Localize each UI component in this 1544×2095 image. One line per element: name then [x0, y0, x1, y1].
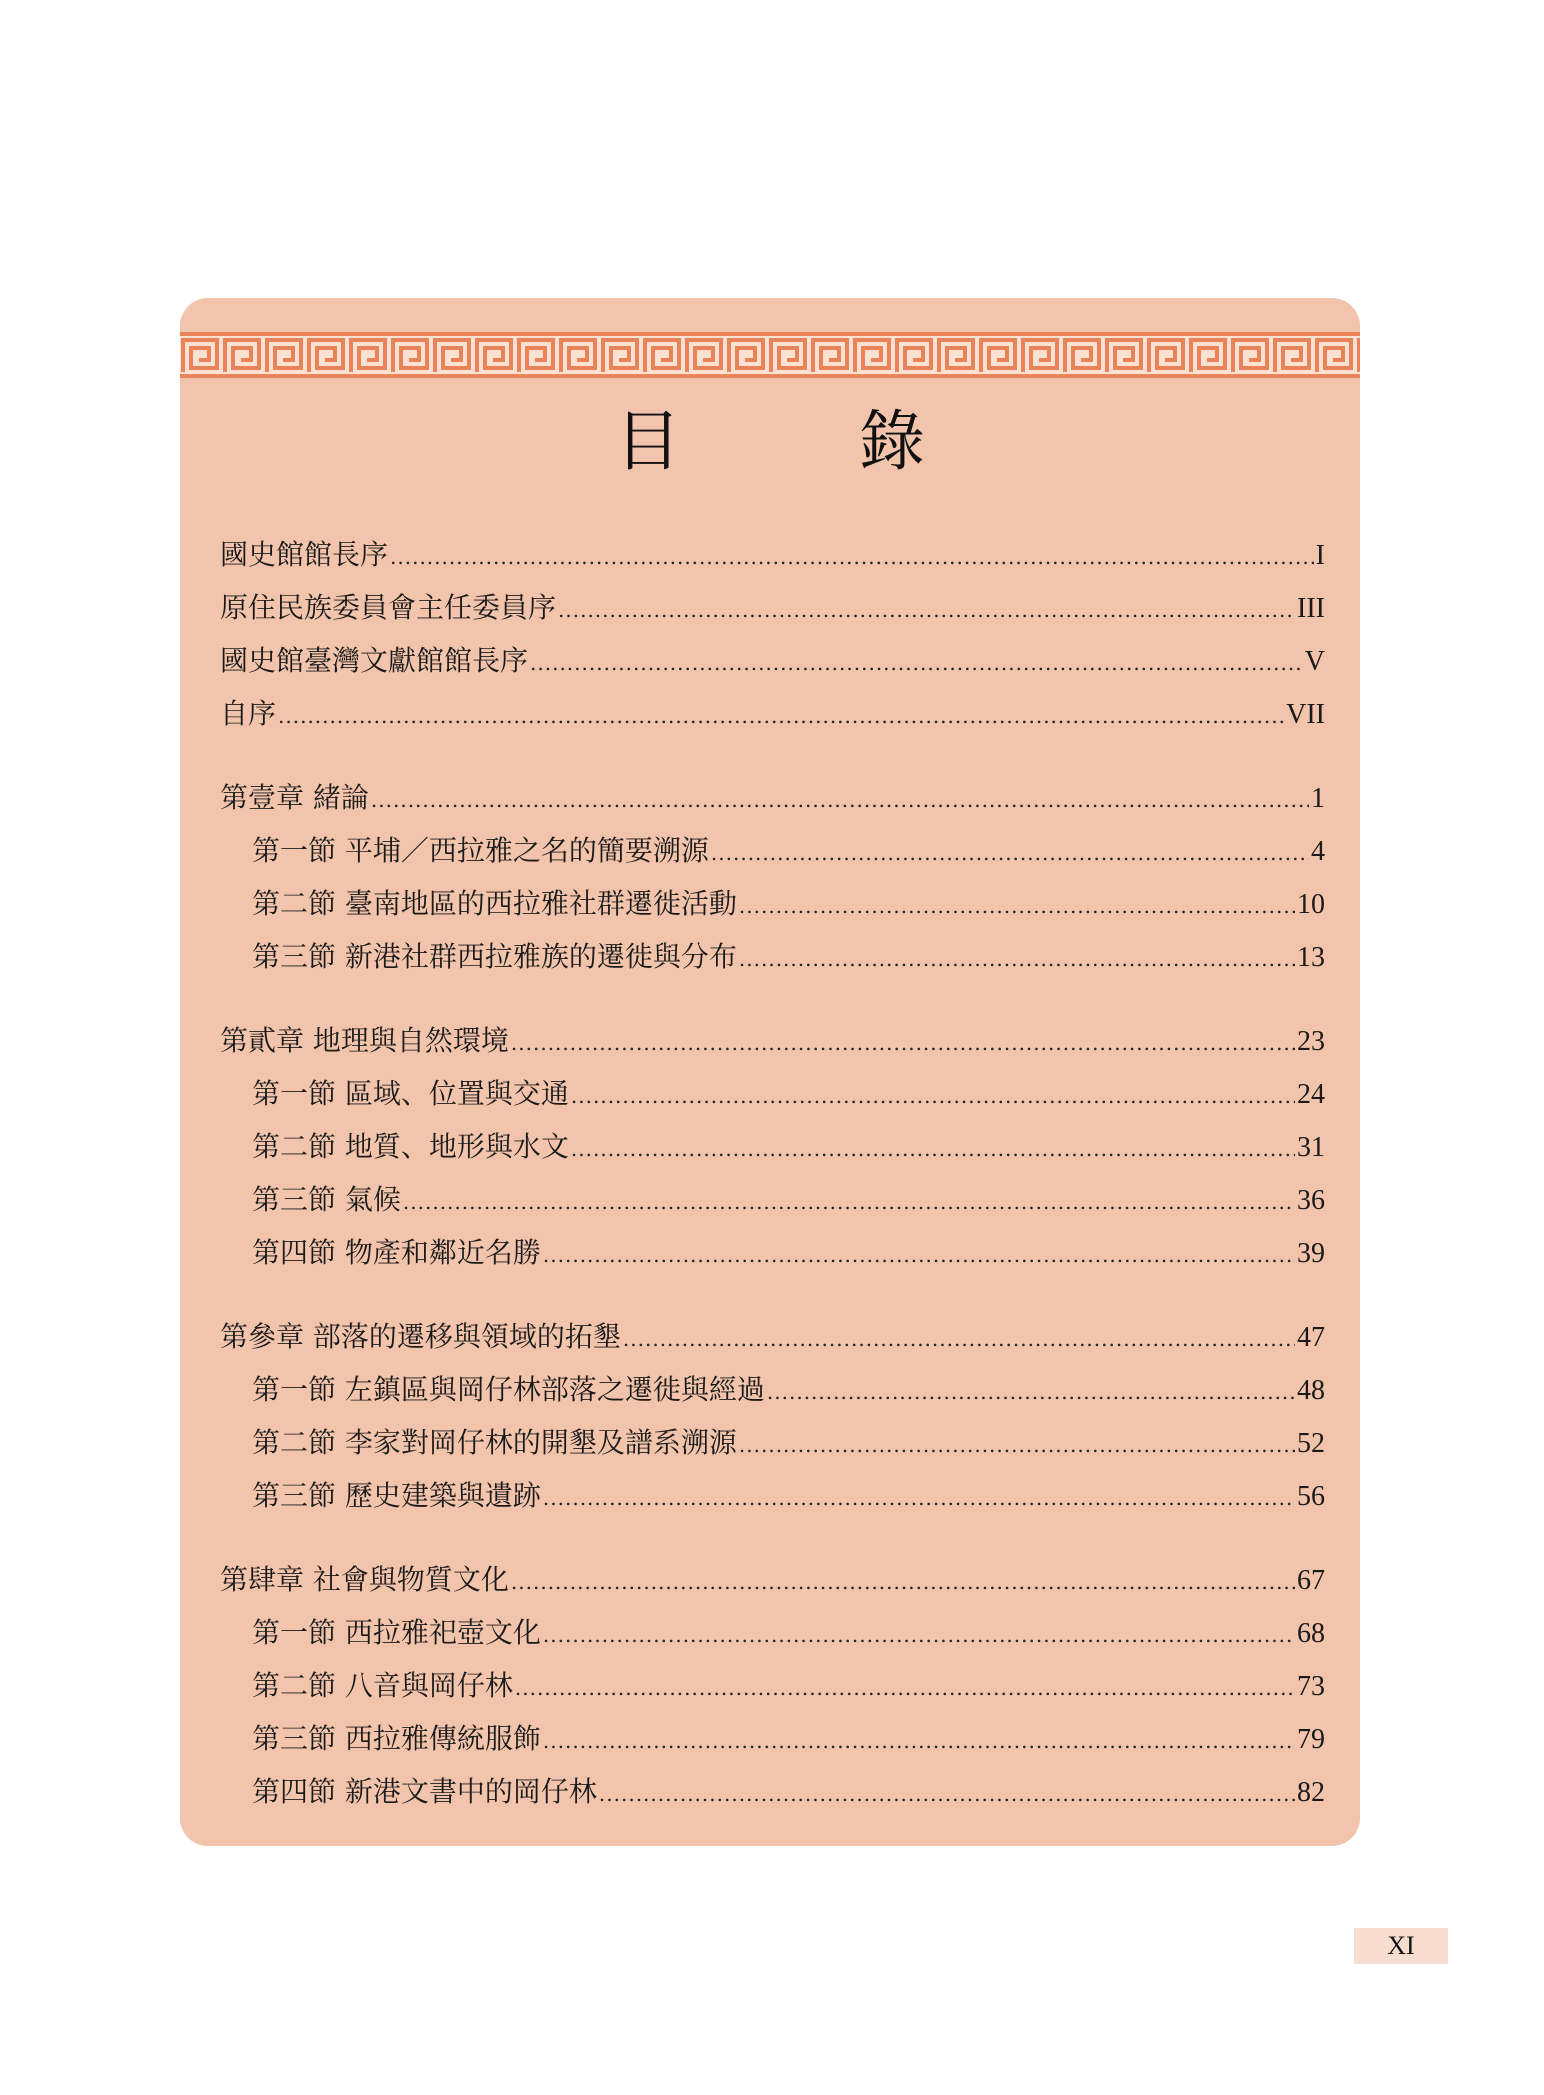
toc-entry-page: 13: [1297, 942, 1325, 973]
toc-entry-title: 第二節 李家對岡仔林的開墾及譜系溯源: [252, 1426, 737, 1459]
dot-leader: [571, 1123, 1295, 1176]
toc-entry-title: 第貳章 地理與自然環境: [220, 1024, 509, 1057]
toc-entry-title: 第一節 西拉雅祀壺文化: [252, 1616, 541, 1649]
toc-entry-page: 52: [1297, 1428, 1325, 1459]
toc-chapter-entry[interactable]: [220, 528, 1325, 581]
toc-chapter-entry[interactable]: [220, 1553, 1325, 1606]
toc-entry-title: 第二節 臺南地區的西拉雅社群遷徙活動: [252, 887, 737, 920]
toc-group: [220, 771, 1325, 983]
toc-chapter-entry[interactable]: [220, 771, 1325, 824]
toc-entry-title: 第三節 歷史建築與遺跡: [252, 1479, 541, 1512]
toc-entry-title: 第二節 八音與岡仔林: [252, 1669, 513, 1702]
toc-panel: [180, 298, 1360, 1846]
toc-entry-title: 第參章 部落的遷移與領域的拓墾: [220, 1320, 621, 1353]
dot-leader: [511, 1017, 1295, 1070]
dot-leader: [739, 880, 1295, 933]
toc-section-entry[interactable]: [220, 1712, 1325, 1765]
dot-leader: [511, 1556, 1295, 1609]
toc-chapter-entry[interactable]: [220, 634, 1325, 687]
toc-section-entry[interactable]: [220, 1067, 1325, 1120]
toc-entry-title: 第四節 新港文書中的岡仔林: [252, 1775, 597, 1808]
toc-section-entry[interactable]: [220, 930, 1325, 983]
dot-leader: [278, 690, 1284, 743]
dot-leader: [403, 1176, 1295, 1229]
toc-entry-page: 4: [1311, 836, 1325, 867]
toc-entry-page: 24: [1297, 1079, 1325, 1110]
toc-section-entry[interactable]: [220, 877, 1325, 930]
toc-entry-page: 36: [1297, 1185, 1325, 1216]
toc-chapter-entry[interactable]: [220, 1014, 1325, 1067]
page-number: XI: [1354, 1928, 1448, 1964]
toc-chapter-entry[interactable]: [220, 687, 1325, 740]
table-of-contents: [220, 528, 1325, 1846]
greek-key-border: [180, 332, 1360, 378]
toc-section-entry[interactable]: [220, 1469, 1325, 1522]
dot-leader: [623, 1313, 1295, 1366]
dot-leader: [543, 1715, 1295, 1768]
dot-leader: [767, 1366, 1295, 1419]
toc-section-entry[interactable]: [220, 1120, 1325, 1173]
toc-entry-page: 47: [1297, 1322, 1325, 1353]
toc-entry-title: 國史館臺灣文獻館館長序: [220, 644, 529, 677]
toc-entry-title: 國史館館長序: [220, 538, 389, 571]
dot-leader: [739, 933, 1295, 986]
toc-entry-page: VII: [1286, 699, 1325, 730]
toc-entry-title: 第三節 西拉雅傳統服飾: [252, 1722, 541, 1755]
dot-leader: [543, 1472, 1295, 1525]
toc-entry-page: 23: [1297, 1026, 1325, 1057]
toc-entry-title: 第三節 氣候: [252, 1183, 401, 1216]
toc-section-entry[interactable]: [220, 824, 1325, 877]
dot-leader: [558, 584, 1295, 637]
page-title: 目 錄: [615, 403, 981, 480]
toc-group: [220, 528, 1325, 740]
dot-leader: [390, 531, 1314, 584]
toc-section-entry[interactable]: [220, 1363, 1325, 1416]
toc-entry-page: 39: [1297, 1238, 1325, 1269]
toc-entry-title: 自序: [220, 697, 277, 730]
dot-leader: [543, 1229, 1295, 1282]
toc-entry-page: I: [1315, 540, 1325, 571]
toc-section-entry[interactable]: [220, 1659, 1325, 1712]
dot-leader: [711, 827, 1309, 880]
dot-leader: [515, 1662, 1295, 1715]
toc-entry-title: 第一節 平埔／西拉雅之名的簡要溯源: [252, 834, 709, 867]
toc-entry-title: 第一節 左鎮區與岡仔林部落之遷徙與經過: [252, 1373, 765, 1406]
toc-entry-page: 1: [1311, 783, 1325, 814]
dot-leader: [371, 774, 1309, 827]
toc-entry-page: 82: [1297, 1777, 1325, 1808]
toc-entry-title: 第壹章 緒論: [220, 781, 369, 814]
toc-entry-page: 68: [1297, 1618, 1325, 1649]
dot-leader: [543, 1609, 1295, 1662]
toc-entry-page: 79: [1297, 1724, 1325, 1755]
toc-chapter-entry[interactable]: [220, 1310, 1325, 1363]
dot-leader: [739, 1419, 1295, 1472]
toc-entry-page: 67: [1297, 1565, 1325, 1596]
toc-entry-title: 第三節 新港社群西拉雅族的遷徙與分布: [252, 940, 737, 973]
toc-group: [220, 1553, 1325, 1818]
toc-entry-title: 第二節 地質、地形與水文: [252, 1130, 569, 1163]
toc-entry-page: 10: [1297, 889, 1325, 920]
toc-entry-page: V: [1304, 646, 1325, 677]
toc-section-entry[interactable]: [220, 1173, 1325, 1226]
dot-leader: [530, 637, 1303, 690]
toc-entry-title: 第一節 區域、位置與交通: [252, 1077, 569, 1110]
toc-entry-page: 73: [1297, 1671, 1325, 1702]
toc-section-entry[interactable]: [220, 1416, 1325, 1469]
toc-group: [220, 1310, 1325, 1522]
toc-entry-page: III: [1297, 593, 1325, 624]
toc-entry-title: 第肆章 社會與物質文化: [220, 1563, 509, 1596]
dot-leader: [599, 1768, 1295, 1821]
dot-leader: [571, 1070, 1295, 1123]
toc-entry-page: 56: [1297, 1481, 1325, 1512]
toc-entry-title: 第四節 物產和鄰近名勝: [252, 1236, 541, 1269]
toc-chapter-entry[interactable]: [220, 581, 1325, 634]
toc-section-entry[interactable]: [220, 1226, 1325, 1279]
toc-section-entry[interactable]: [220, 1765, 1325, 1818]
toc-entry-page: 31: [1297, 1132, 1325, 1163]
toc-group: [220, 1014, 1325, 1279]
toc-entry-title: 原住民族委員會主任委員序: [220, 591, 557, 624]
toc-section-entry[interactable]: [220, 1606, 1325, 1659]
toc-entry-page: 48: [1297, 1375, 1325, 1406]
